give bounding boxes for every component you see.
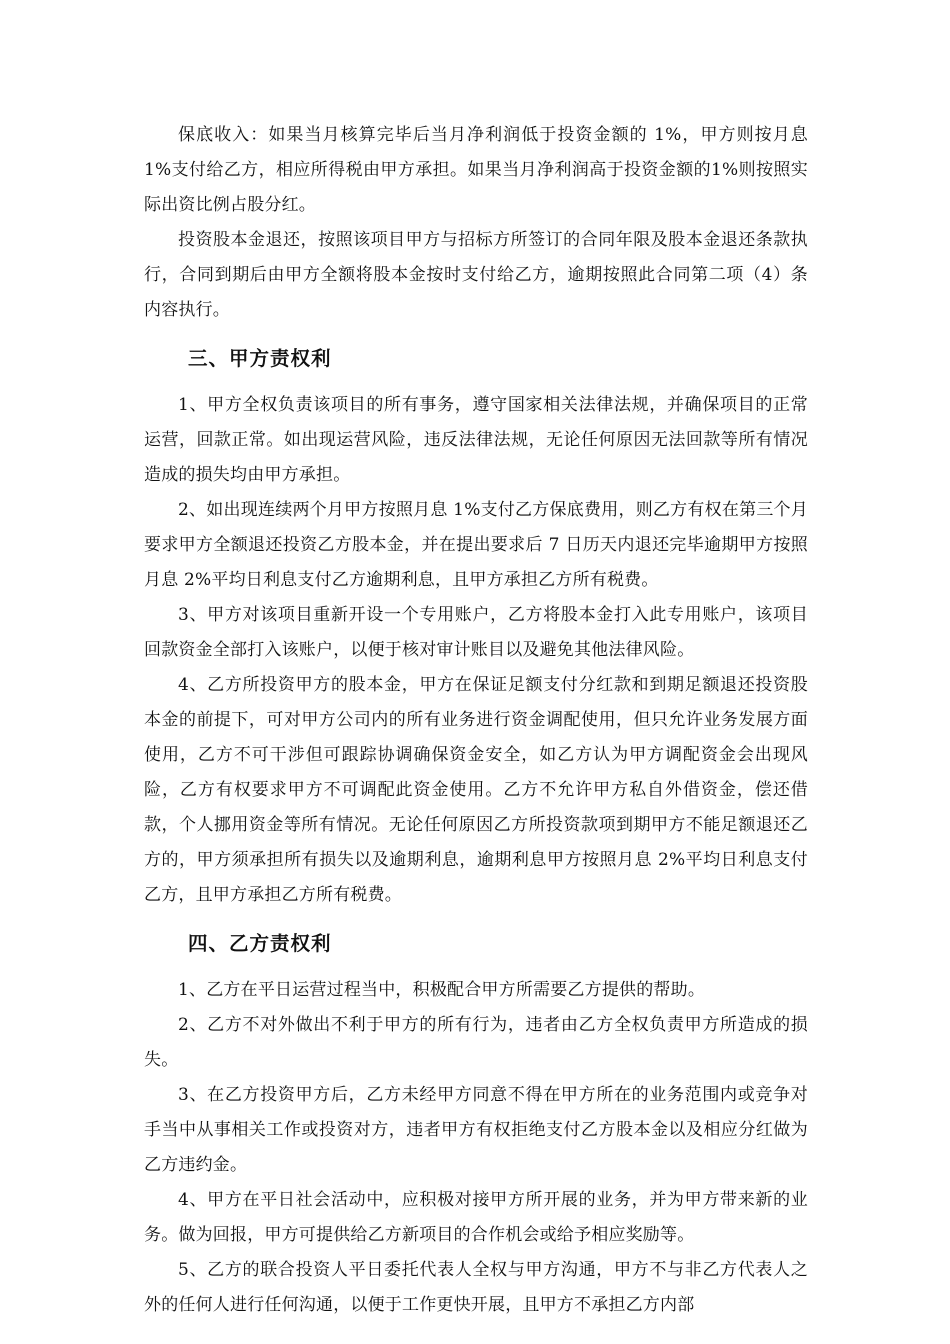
party-a-clause-3: 3、甲方对该项目重新开设一个专用账户，乙方将股本金打入此专用账户，该项目回款资金全部打入该账户，以便于核对审计账目以及避免其他法律风险。 xyxy=(144,605,808,660)
party-b-clause-2: 2、乙方不对外做出不利于甲方的所有行为，违者由乙方全权负责甲方所造成的损失。 xyxy=(144,1015,808,1070)
paragraph-guaranteed-income: 保底收入：如果当月核算完毕后当月净利润低于投资金额的 1%，甲方则按月息 1%支付给乙方，相应所得税由甲方承担。如果当月净利润高于投资金额的1%则按照实际出资比例占股分红。 xyxy=(144,125,808,215)
section-heading-party-a: 三、甲方责权利 xyxy=(188,347,332,370)
party-b-clause-5: 5、乙方的联合投资人平日委托代表人全权与甲方沟通，甲方不与非乙方代表人之外的任何人进行任何沟通，以便于工作更快开展，且甲方不承担乙方内部 xyxy=(144,1260,808,1315)
party-a-clause-1: 1、甲方全权负责该项目的所有事务，遵守国家相关法律法规，并确保项目的正常运营，回款正常。如出现运营风险，违反法律法规，无论任何原因无法回款等所有情况造成的损失均由甲方承担。 xyxy=(144,395,808,485)
party-a-clause-2: 2、如出现连续两个月甲方按照月息 1%支付乙方保底费用，则乙方有权在第三个月要求甲方全额退还投资乙方股本金，并在提出要求后 7 日历天内退还完毕逾期甲方按照月息 2%平均日利息支付乙方逾期利息，且甲方承担乙方所有税费。 xyxy=(144,500,808,590)
party-b-clause-4: 4、甲方在平日社会活动中，应积极对接甲方所开展的业务，并为甲方带来新的业务。做为回报，甲方可提供给乙方新项目的合作机会或给予相应奖励等。 xyxy=(144,1190,808,1245)
document-body xyxy=(144,118,808,1323)
section-heading-party-b: 四、乙方责权利 xyxy=(188,932,332,955)
party-a-clause-4: 4、乙方所投资甲方的股本金，甲方在保证足额支付分红款和到期足额退还投资股本金的前提下，可对甲方公司内的所有业务进行资金调配使用，但只允许业务发展方面使用，乙方不可干涉但可跟踪协调确保资金安全，如乙方认为甲方调配资金会出现风险，乙方有权要求甲方不可调配此资金使用。乙方不允许甲方私自外借资金，偿还借款，个人挪用资金等所有情况。无论任何原因乙方所投资款项到期甲方不能足额退还乙方的，甲方须承担所有损失以及逾期利息，逾期利息甲方按照月息 2%平均日利息支付乙方，且甲方承担乙方所有税费。 xyxy=(144,675,808,905)
party-b-clause-3: 3、在乙方投资甲方后，乙方未经甲方同意不得在甲方所在的业务范围内或竞争对手当中从事相关工作或投资对方，违者甲方有权拒绝支付乙方股本金以及相应分红做为乙方违约金。 xyxy=(144,1085,808,1175)
party-b-clause-1: 1、乙方在平日运营过程当中，积极配合甲方所需要乙方提供的帮助。 xyxy=(178,980,706,1000)
paragraph-principal-refund: 投资股本金退还，按照该项目甲方与招标方所签订的合同年限及股本金退还条款执行，合同到期后由甲方全额将股本金按时支付给乙方，逾期按照此合同第二项（4）条内容执行。 xyxy=(144,230,808,320)
